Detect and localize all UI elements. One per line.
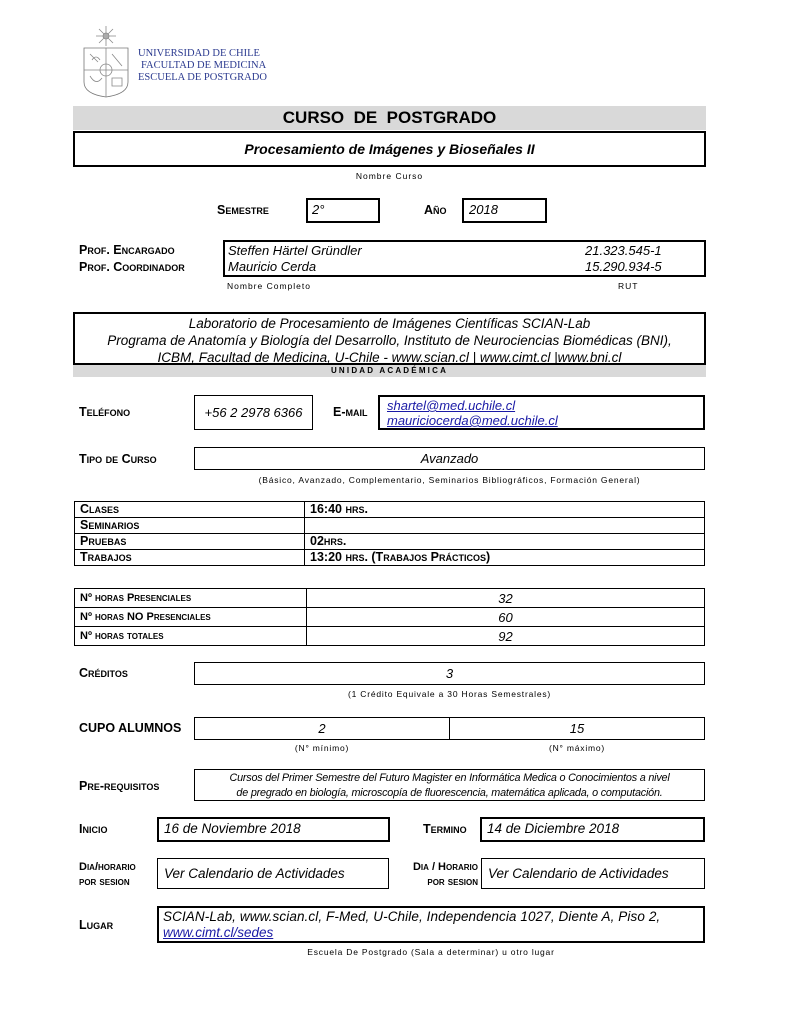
enrollment-min-field[interactable]: 2 (194, 717, 450, 740)
end-date-field[interactable]: 14 de Diciembre 2018 (480, 817, 705, 842)
prof-encargado-label: Prof. Encargado (79, 243, 175, 257)
row-value[interactable]: 02hrs. (305, 534, 705, 550)
year-field[interactable]: 2018 (462, 198, 547, 223)
email-field[interactable] (378, 395, 705, 430)
table-row (75, 608, 705, 627)
row-label: Clases (75, 502, 305, 518)
semester-field[interactable]: 2° (306, 198, 380, 223)
enrollment-max-field[interactable]: 15 (449, 717, 705, 740)
academic-unit-caption: UNIDAD ACADÉMICA (73, 365, 706, 377)
table-row (75, 589, 705, 608)
academic-unit-line: ICBM, Facultad de Medicina, U-Chile - www.scian.cl | www.cimt.cl |www.bni.cl (157, 350, 622, 365)
academic-unit-line: Programa de Anatomía y Biología del Desarrollo, Instituto de Neurociencias Biomédicas (BNI), (107, 333, 672, 348)
table-row (75, 550, 705, 566)
prerequisites-line: de pregrado en biología, microscopía de fluorescencia, matemática aplicada, o computación. (236, 786, 663, 799)
name-caption: Nombre Completo (227, 281, 311, 291)
phone-field[interactable]: +56 2 2978 6366 (194, 395, 313, 430)
row-label: Pruebas (75, 534, 305, 550)
prof-coordinador-label: Prof. Coordinador (79, 260, 185, 274)
university-crest-icon (80, 24, 132, 98)
professors-field[interactable] (223, 240, 706, 277)
academic-unit-line: Laboratorio de Procesamiento de Imágenes Científicas SCIAN-Lab (188, 316, 591, 331)
row-label: Nº horas NO Presenciales (75, 608, 307, 627)
page-title: CURSO DE POSTGRADO (73, 106, 706, 130)
row-value[interactable] (305, 518, 705, 534)
prerequisites-field[interactable] (194, 769, 705, 801)
table-row (75, 534, 705, 550)
academic-unit-field[interactable] (73, 312, 706, 365)
course-type-field[interactable]: Avanzado (194, 447, 705, 470)
university-line: UNIVERSIDAD DE CHILE (138, 48, 260, 59)
schedule-right-field[interactable]: Ver Calendario de Actividades (481, 858, 705, 889)
schedule-right-label (396, 860, 478, 890)
prof-coordinador-rut: 15.290.934-5 (585, 259, 662, 274)
start-date-field[interactable]: 16 de Noviembre 2018 (157, 817, 390, 842)
prof-coordinador-name: Mauricio Cerda (228, 259, 317, 274)
enrollment-min-caption: (N° mínimo) (294, 743, 350, 753)
row-label: Trabajos (75, 550, 305, 566)
faculty-line: FACULTAD DE MEDICINA (141, 60, 267, 71)
prof-encargado-name: Steffen Härtel Gründler (228, 243, 362, 258)
row-value[interactable]: 60 (307, 608, 705, 627)
enrollment-label: CUPO ALUMNOS (79, 721, 182, 735)
end-date-label: Termino (423, 822, 467, 836)
schedule-label-line: Dia/horario (79, 861, 136, 873)
location-text: SCIAN-Lab, www.scian.cl, F-Med, U-Chile, Independencia 1027, Diente A, Piso 2, (163, 909, 661, 924)
table-row (75, 502, 705, 518)
table-row (75, 627, 705, 646)
row-value[interactable]: 32 (307, 589, 705, 608)
location-caption: Escuela De Postgrado (Sala a determinar) u otro lugar (307, 947, 555, 957)
row-value[interactable]: 13:20 hrs. (Trabajos Prácticos) (305, 550, 705, 566)
year-label: Año (424, 203, 447, 217)
prerequisites-line: Cursos del Primer Semestre del Futuro Magister en Informática Medica o Conocimientos a nivel (229, 772, 670, 784)
row-label: Seminarios (75, 518, 305, 534)
rut-caption: RUT (618, 281, 639, 291)
prof-encargado-rut: 21.323.545-1 (585, 243, 662, 258)
credits-label: Créditos (79, 666, 128, 680)
credits-field[interactable]: 3 (194, 662, 705, 685)
course-type-label: Tipo de Curso (79, 452, 157, 466)
schedule-left-label (79, 860, 136, 890)
hours-breakdown-table (74, 501, 705, 566)
row-label: Nº horas totales (75, 627, 307, 646)
row-label: Nº horas Presenciales (75, 589, 307, 608)
row-value[interactable]: 16:40 hrs. (305, 502, 705, 518)
email-link[interactable]: mauriciocerda@med.uchile.cl (387, 413, 558, 428)
start-date-label: Inicio (79, 822, 108, 836)
schedule-left-field[interactable]: Ver Calendario de Actividades (157, 858, 389, 889)
location-field[interactable] (157, 906, 705, 943)
schedule-label-line: por sesion (79, 876, 130, 888)
location-label: Lugar (79, 918, 114, 932)
schedule-label-line: por sesion (427, 876, 478, 888)
phone-label: Teléfono (79, 405, 131, 419)
course-type-caption: (Básico, Avanzado, Complementario, Seminarios Bibliográficos, Formación General) (258, 475, 641, 485)
enrollment-max-caption: (N° máximo) (548, 743, 606, 753)
course-name-caption: Nombre Curso (355, 171, 424, 181)
schedule-label-line: Dia / Horario (412, 861, 478, 873)
email-link[interactable]: shartel@med.uchile.cl (387, 398, 516, 413)
table-row (75, 518, 705, 534)
credits-caption: (1 Crédito Equivale a 30 Horas Semestrales) (347, 689, 552, 699)
course-name-field[interactable]: Procesamiento de Imágenes y Bioseñales II (73, 131, 706, 167)
hours-totals-table (74, 588, 705, 646)
semester-label: Semestre (217, 203, 269, 217)
school-line: ESCUELA DE POSTGRADO (138, 72, 267, 83)
email-label: E-mail (333, 405, 368, 419)
institution-name (138, 48, 267, 84)
row-value[interactable]: 92 (307, 627, 705, 646)
location-link[interactable]: www.cimt.cl/sedes (163, 925, 274, 940)
prerequisites-label: Pre-requisitos (79, 779, 160, 793)
